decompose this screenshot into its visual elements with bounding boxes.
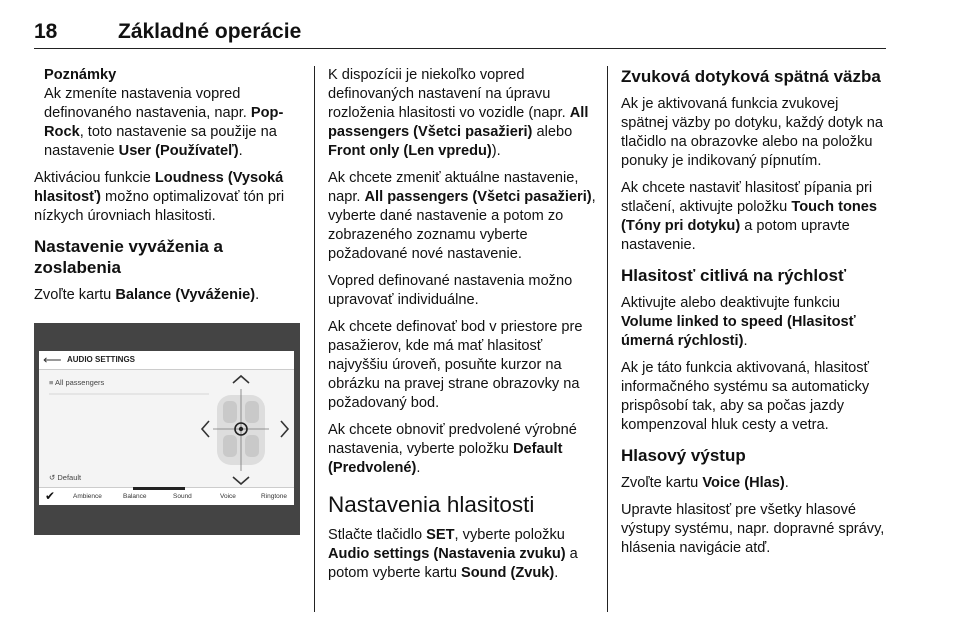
text: a potom vyberte kartu — [328, 546, 578, 581]
divider-lines — [49, 391, 209, 397]
heading-touch-feedback: Zvuková dotyková spätná väzba — [621, 67, 881, 86]
tab-voice: Voice — [220, 493, 236, 500]
text: Ak chcete nastaviť hlasitosť pípania pri stlačení, aktivujte položku — [621, 180, 873, 215]
audio-settings-screenshot — [34, 323, 300, 535]
voice-paragraph: Upravte hlasitosť pre všetky hlasové výstupy systému, napr. dopravné správy, hlásenia navigácie atď. — [621, 502, 885, 556]
seat-rear-left — [223, 435, 237, 457]
touch-paragraph: Ak je aktivovaná funkcia zvukovej spätnej väzby po dotyku, každý dotyk na tlačidlo na obrazovke alebo na položku ponuky je indikovaný pípnutím. — [621, 96, 884, 169]
bold-term: Volume linked to speed (Hlasitosť úmerná rýchlosti) — [621, 314, 856, 349]
text: Zvoľte kartu — [621, 475, 703, 491]
heading-volume-settings: Nastavenia hlasitosti — [328, 492, 535, 517]
default-paragraph — [328, 421, 600, 478]
preset-label: ≡ All passengers — [49, 378, 105, 387]
up-arrow-icon — [233, 376, 249, 383]
text: , vyberte položku — [454, 527, 565, 543]
voice-tab-paragraph — [621, 474, 887, 493]
text: alebo — [532, 124, 573, 140]
bold-term: Balance (Vyváženie) — [115, 287, 256, 303]
loudness-paragraph — [34, 169, 302, 226]
heading-speed-volume: Hlasitosť citlivá na rýchlosť — [621, 266, 847, 285]
text: K dispozícii je niekoľko vopred definovaných nastavení na úpravu rozloženia hlasitosti vo vozidle (napr. — [328, 67, 570, 121]
note-text: , toto nastavenie sa použije na nastavenie — [44, 124, 277, 159]
text: . — [743, 333, 748, 349]
bold-term: All passengers (Všetci pasažieri) — [364, 189, 592, 205]
tab-sound: Sound — [173, 493, 192, 500]
tab-ringtone: Ringtone — [261, 493, 288, 500]
left-arrow-icon — [202, 421, 209, 437]
column-divider — [607, 66, 608, 612]
volume-paragraph — [328, 526, 600, 583]
column-divider — [314, 66, 315, 612]
note-box — [34, 66, 302, 161]
tab-bar — [39, 487, 294, 505]
text: Stlačte tlačidlo — [328, 527, 427, 543]
adjust-paragraph: Vopred definované nastavenia možno upravovať individuálne. — [328, 273, 573, 308]
bold-term: Sound (Zvuk) — [461, 565, 555, 581]
column-2 — [328, 66, 600, 591]
note-heading: Poznámky — [44, 67, 117, 83]
bold-term: Audio settings (Nastavenia zvuku) — [328, 546, 566, 562]
selected-tab-indicator — [133, 487, 185, 490]
heading-voice-output: Hlasový výstup — [621, 446, 746, 465]
bold-term: Default (Predvolené) — [328, 441, 563, 476]
text: , vyberte dané nastavenie a potom zo zobrazeného zoznamu vyberte požadované nové nastavenie. — [328, 189, 596, 262]
title-bar — [39, 351, 294, 370]
seat-front-right — [245, 401, 259, 423]
presets-paragraph — [328, 66, 600, 161]
text: . — [784, 475, 789, 491]
seat-front-left — [223, 401, 237, 423]
bold-term: Touch tones (Tóny pri dotyku) — [621, 199, 878, 234]
change-paragraph — [328, 169, 600, 264]
text: Ak chcete zmeniť aktuálne nastavenie, napr. — [328, 170, 579, 205]
bold-term: Loudness (Vysoká hlasitosť) — [34, 170, 284, 205]
bold-term: All passengers (Všetci pasažieri) — [328, 105, 589, 140]
text: . — [255, 287, 260, 303]
screen — [39, 351, 294, 505]
heading-balance: Nastavenie vyváženia a zoslabenia — [34, 237, 224, 277]
tab-balance: Balance — [123, 493, 147, 500]
column-3 — [621, 66, 887, 566]
touch-tones-paragraph — [621, 179, 887, 255]
text: ). — [491, 143, 501, 159]
bold-term: Front only (Len vpredu) — [328, 143, 492, 159]
page-number: 18 — [34, 20, 58, 43]
page-header — [34, 18, 886, 49]
text: Aktivujte alebo deaktivujte funkciu — [621, 295, 841, 311]
balance-fader-diagram — [199, 373, 294, 485]
text: Ak chcete obnoviť predvolené výrobné nastavenia, vyberte položku — [328, 422, 577, 457]
tab-ambience: Ambience — [73, 493, 102, 500]
page-title: Základné operácie — [118, 20, 302, 43]
default-text: Default — [57, 473, 82, 482]
note-bold: Pop-Rock — [44, 105, 284, 140]
note-bold: User (Používateľ) — [118, 143, 239, 159]
back-arrow-icon: ⟵ — [43, 352, 62, 367]
speed-paragraph — [621, 294, 887, 351]
text: Aktiváciou funkcie — [34, 170, 155, 186]
speed-description: Ak je táto funkcia aktivovaná, hlasitosť informačného systému sa automaticky prispôsobí tak, aby sa počas jazdy kompenzoval hluk cesty a vetra. — [621, 360, 870, 433]
note-text: Ak zmeníte nastavenia vopred definovaného nastavenia, napr. — [44, 86, 251, 121]
bold-term: Voice (Hlas) — [702, 475, 785, 491]
text: možno optimalizovať tón pri nízkych úrovniach hlasitosti. — [34, 189, 285, 224]
right-arrow-icon — [281, 421, 288, 437]
seat-rear-right — [245, 435, 259, 457]
cursor-paragraph: Ak chcete definovať bod v priestore pre pasažierov, kde má mať hlasitosť najvyššiu úroveň, posuňte kurzor na obrázku na pravej strane obrazovky na požadovaný bod. — [328, 319, 583, 411]
text: . — [416, 460, 421, 476]
screen-title: AUDIO SETTINGS — [67, 355, 136, 364]
text: . — [554, 565, 559, 581]
preset-text: All passengers — [55, 378, 105, 387]
column-1 — [34, 66, 302, 313]
note-text: . — [238, 143, 243, 159]
bold-term: SET — [426, 527, 455, 543]
default-item: ↺ Default — [49, 473, 82, 482]
check-icon: ✔ — [45, 489, 56, 503]
balance-paragraph — [34, 286, 302, 305]
text: a potom upravte nastavenie. — [621, 218, 850, 253]
text: Zvoľte kartu — [34, 287, 116, 303]
down-arrow-icon — [233, 477, 249, 484]
